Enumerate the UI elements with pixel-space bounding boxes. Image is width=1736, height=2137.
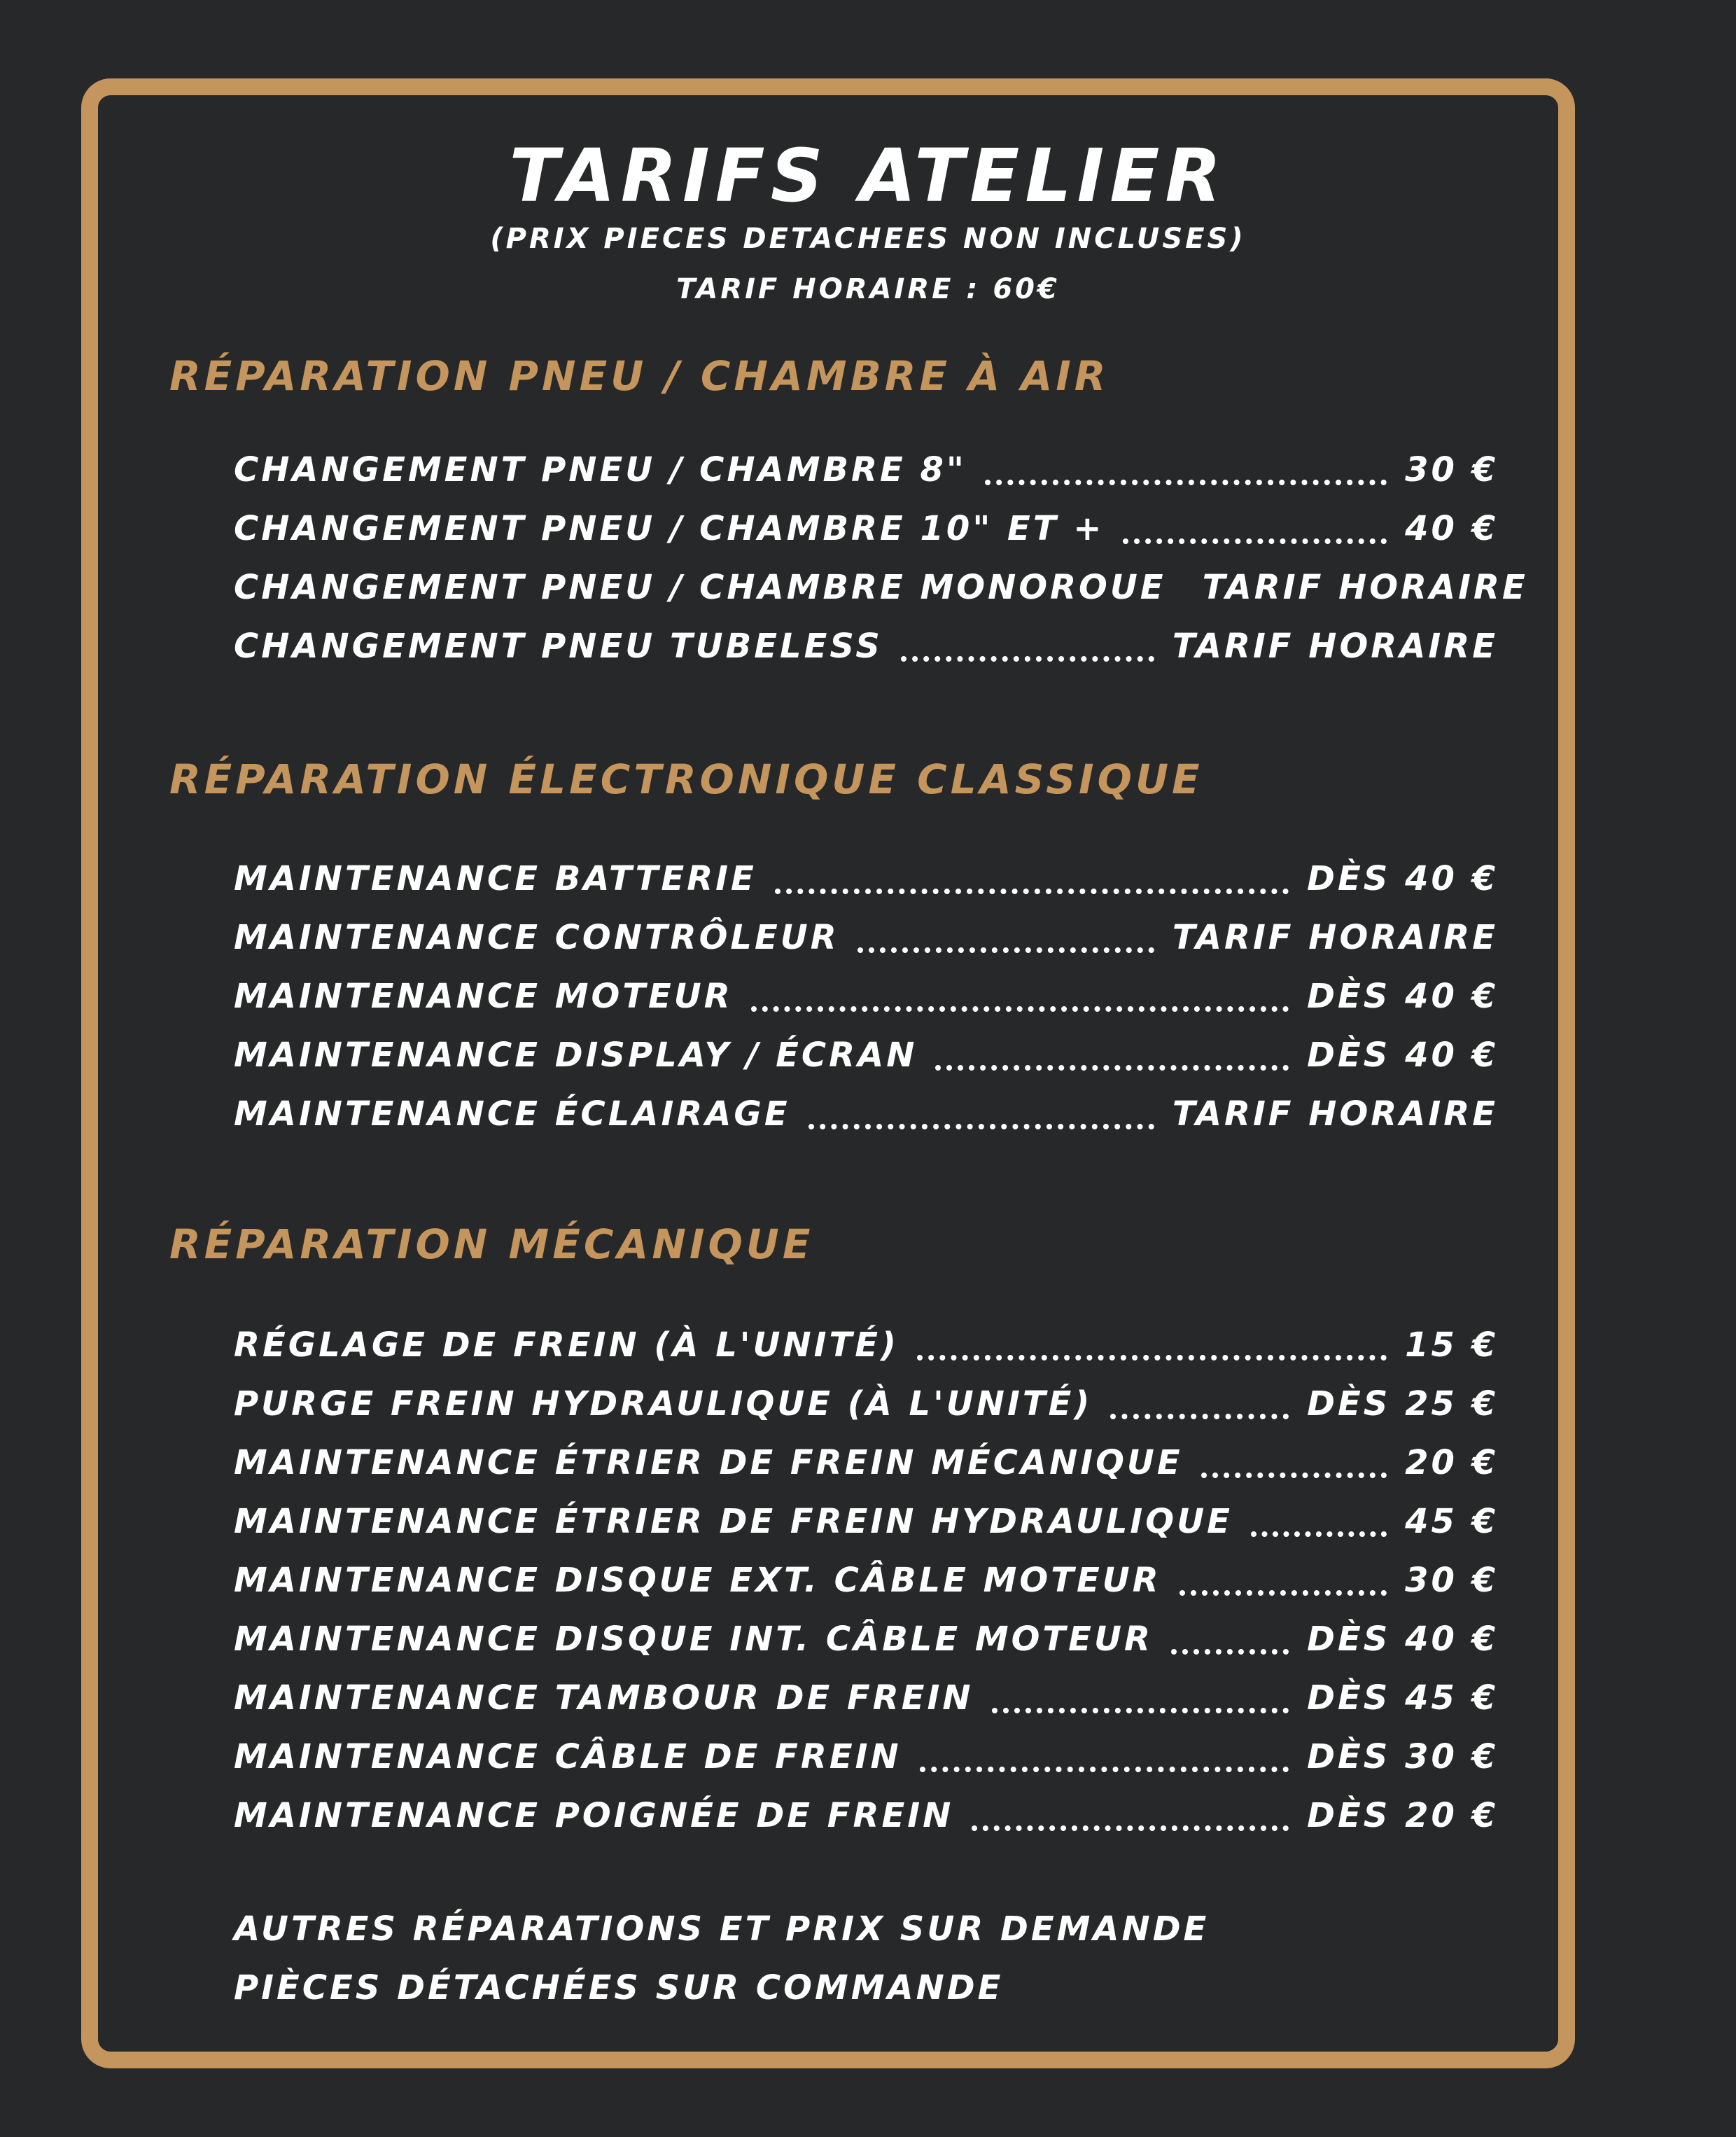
service-price: DÈS 40 € xyxy=(1307,1036,1498,1075)
price-row xyxy=(234,1672,1498,1724)
service-label: MAINTENANCE ÉTRIER DE FREIN HYDRAULIQUE xyxy=(234,1502,1233,1541)
service-label: MAINTENANCE DISPLAY / ÉCRAN xyxy=(234,1036,918,1075)
price-row xyxy=(234,1378,1498,1430)
service-price: DÈS 20 € xyxy=(1307,1796,1498,1835)
dot-leader xyxy=(1180,1557,1387,1596)
service-price: TARIF HORAIRE xyxy=(1202,568,1528,607)
dot-leader xyxy=(985,446,1387,485)
section-heading-electronics-repair: RÉPARATION ÉLECTRONIQUE CLASSIQUE xyxy=(169,756,1203,803)
dot-leader xyxy=(972,1792,1289,1831)
price-row xyxy=(234,1613,1498,1665)
service-price: 30 € xyxy=(1405,450,1498,489)
service-label: MAINTENANCE CÂBLE DE FREIN xyxy=(234,1737,902,1776)
dot-leader xyxy=(775,855,1289,894)
service-price: TARIF HORAIRE xyxy=(1172,627,1498,666)
price-row xyxy=(234,444,1498,496)
price-row xyxy=(234,1554,1498,1606)
price-row xyxy=(234,1496,1498,1547)
service-price: 45 € xyxy=(1405,1502,1498,1541)
service-price: 15 € xyxy=(1405,1325,1498,1365)
parts-not-included-note: (PRIX PIECES DETACHEES NON INCLUSES) xyxy=(490,223,1246,255)
service-label: RÉGLAGE DE FREIN (À L'UNITÉ) xyxy=(234,1325,899,1365)
dot-leader xyxy=(992,1674,1289,1713)
dot-leader xyxy=(1201,1439,1387,1478)
other-repairs-note: AUTRES RÉPARATIONS ET PRIX SUR DEMANDE xyxy=(234,1909,1210,1949)
service-label: MAINTENANCE MOTEUR xyxy=(234,977,733,1016)
price-row xyxy=(234,970,1498,1022)
section-heading-tire-repair: RÉPARATION PNEU / CHAMBRE À AIR xyxy=(169,352,1110,400)
dot-leader xyxy=(901,622,1154,662)
price-row xyxy=(234,562,1528,613)
dot-leader xyxy=(858,914,1154,953)
spare-parts-note: PIÈCES DÉTACHÉES SUR COMMANDE xyxy=(234,1968,1004,2007)
service-label: MAINTENANCE BATTERIE xyxy=(234,859,757,898)
hourly-rate: TARIF HORAIRE : 60€ xyxy=(676,273,1060,305)
service-label: PURGE FREIN HYDRAULIQUE (À L'UNITÉ) xyxy=(234,1384,1093,1423)
price-row xyxy=(234,1731,1498,1783)
service-label: MAINTENANCE CONTRÔLEUR xyxy=(234,918,839,957)
dot-leader xyxy=(1171,1615,1289,1655)
price-row xyxy=(234,1088,1498,1140)
price-row xyxy=(234,620,1498,672)
service-price: 30 € xyxy=(1405,1561,1498,1600)
dot-leader xyxy=(1251,1498,1387,1537)
dot-leader xyxy=(935,1031,1289,1071)
dot-leader xyxy=(1123,505,1387,544)
section-heading-mechanical-repair: RÉPARATION MÉCANIQUE xyxy=(169,1220,814,1268)
service-price: 40 € xyxy=(1405,509,1498,548)
service-price: DÈS 45 € xyxy=(1307,1678,1498,1718)
price-row xyxy=(234,1790,1498,1842)
service-price: DÈS 30 € xyxy=(1307,1737,1498,1776)
price-row xyxy=(234,1437,1498,1489)
service-label: CHANGEMENT PNEU / CHAMBRE MONOROUE xyxy=(234,568,1166,607)
dot-leader xyxy=(920,1733,1289,1772)
price-row xyxy=(234,853,1498,905)
dot-leader xyxy=(917,1321,1387,1360)
price-row xyxy=(234,912,1498,963)
price-row xyxy=(234,503,1498,555)
service-price: DÈS 25 € xyxy=(1307,1384,1498,1423)
service-label: MAINTENANCE TAMBOUR DE FREIN xyxy=(234,1678,974,1718)
price-row xyxy=(234,1029,1498,1081)
service-label: CHANGEMENT PNEU TUBELESS xyxy=(234,627,883,666)
service-price: DÈS 40 € xyxy=(1307,859,1498,898)
service-label: MAINTENANCE DISQUE EXT. CÂBLE MOTEUR xyxy=(234,1561,1161,1600)
service-label: MAINTENANCE ÉTRIER DE FREIN MÉCANIQUE xyxy=(234,1443,1183,1482)
price-row xyxy=(234,1319,1498,1371)
service-label: MAINTENANCE POIGNÉE DE FREIN xyxy=(234,1796,954,1835)
service-price: DÈS 40 € xyxy=(1307,977,1498,1016)
service-price: TARIF HORAIRE xyxy=(1172,918,1498,957)
dot-leader xyxy=(1110,1380,1289,1419)
service-label: MAINTENANCE DISQUE INT. CÂBLE MOTEUR xyxy=(234,1620,1153,1659)
service-label: MAINTENANCE ÉCLAIRAGE xyxy=(234,1094,790,1134)
dot-leader xyxy=(808,1090,1154,1129)
page-title: TARIFS ATELIER xyxy=(509,133,1227,218)
dot-leader xyxy=(751,973,1289,1012)
service-label: CHANGEMENT PNEU / CHAMBRE 8" xyxy=(234,450,967,489)
service-price: 20 € xyxy=(1405,1443,1498,1482)
service-price: TARIF HORAIRE xyxy=(1172,1094,1498,1134)
service-label: CHANGEMENT PNEU / CHAMBRE 10" ET + xyxy=(234,509,1105,548)
service-price: DÈS 40 € xyxy=(1307,1620,1498,1659)
